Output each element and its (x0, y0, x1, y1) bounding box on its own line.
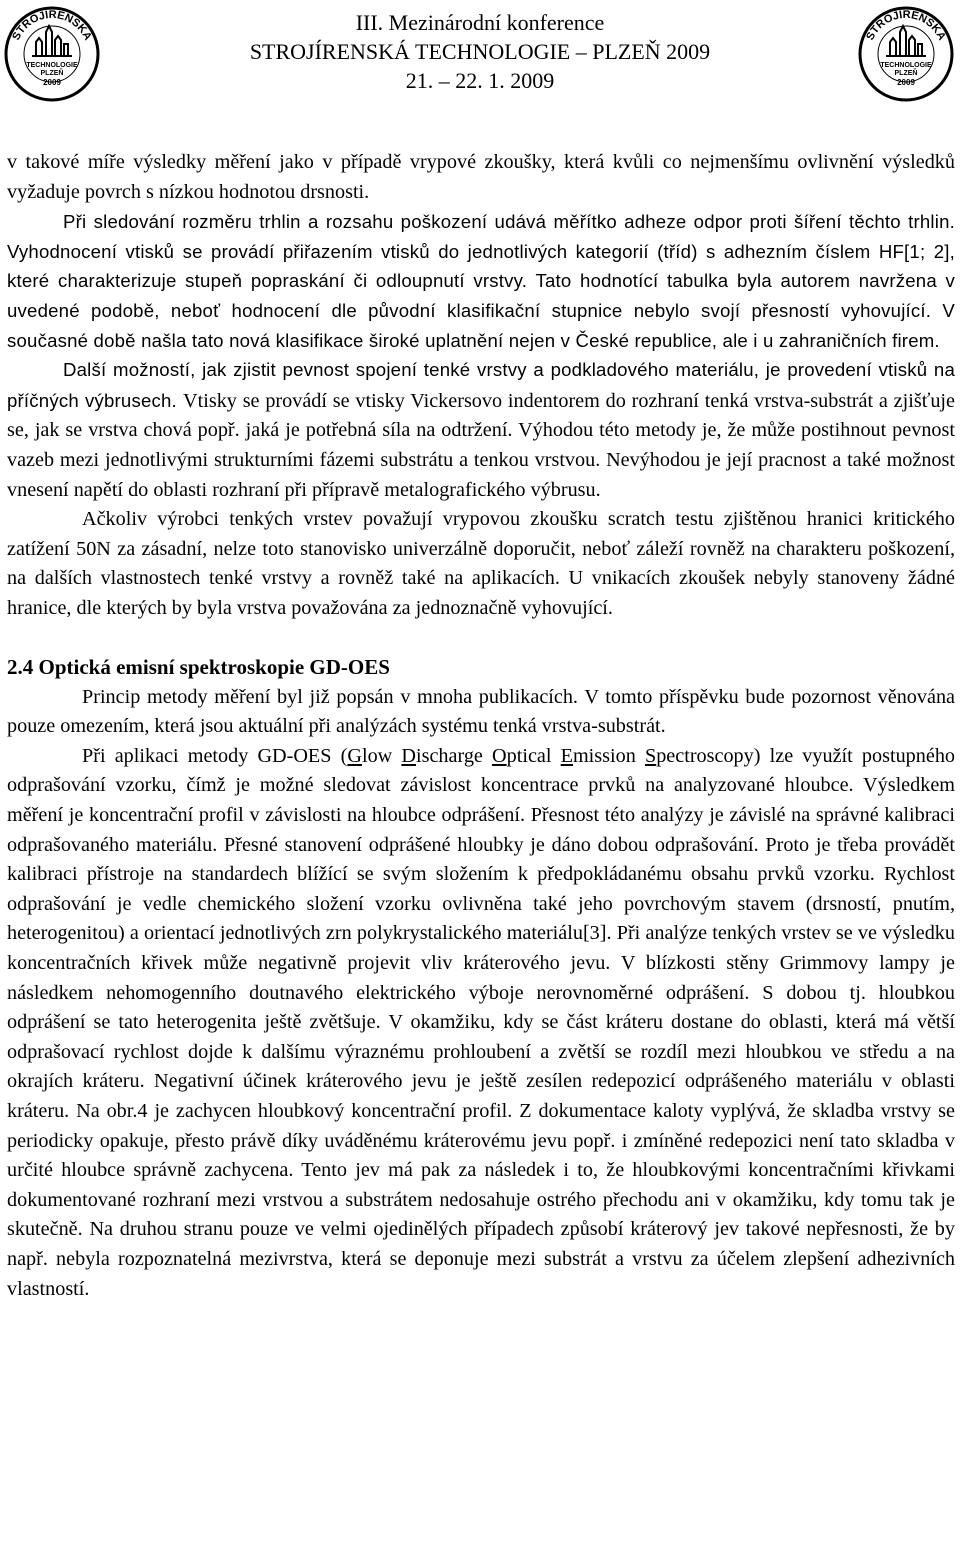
paragraph: Princip metody měření byl již popsán v mnoha publikacích. V tomto příspěvku bude pozornost věnována pouze omezením, která jsou aktuální při analýzách systému tenká vrstva-substrát. (7, 685, 955, 738)
paragraph: v takové míře výsledky měření jako v případě vrypové zkoušky, která kvůli co nejmenšímu ovlivnění výsledků vyžaduje povrch s nízkou hodnotou drsnosti. (7, 151, 955, 203)
conference-header (0, 0, 960, 108)
header-line-2: STROJÍRENSKÁ TECHNOLOGIE – PLZEŇ 2009 (249, 39, 711, 64)
conference-logo (2, 2, 102, 102)
conference-logo (856, 2, 956, 102)
logo-arc-text: STROJÍRENSKÁ (10, 8, 94, 43)
logo-arc-text: STROJÍRENSKÁ (864, 8, 948, 43)
paragraph-rest: Vyhodnocení vtisků se provádí přiřazením vtisků do jednotlivých kategorií (tříd) s adhezním číslem HF[1; 2], které charakterizuje stupeň popraskání či odloupnutí vrstvy. Tato hodnotící tabulka byla autorem navržena v uvedené podobě, neboť hodnocení dle původní klasifikační stupnice nebylo svojí přesností vyhovující. V současné době našla tato nová klasifikace široké uplatnění nejen v České republice, ale i u zahraničních firem. (7, 240, 955, 351)
acronym-letter: O (492, 744, 507, 767)
paragraph-lead: Při sledování rozměru trhlin a rozsahu poškození udává měřítko adheze odpor proti šíření těchto trhlin. (63, 211, 955, 233)
header-title (200, 8, 760, 95)
acronym-word: low (361, 744, 402, 767)
acronym-word: mission (572, 744, 645, 767)
acronym-word: ptical (506, 744, 561, 767)
logo-year: 2009 (43, 78, 61, 87)
logo-mid1: TECHNOLOGIE (880, 62, 932, 69)
acronym-letter: G (347, 744, 362, 767)
acronym-word: ischarge (416, 744, 493, 767)
document-body (7, 148, 955, 1304)
logo-year: 2009 (897, 78, 915, 87)
acronym-letter: S (644, 744, 657, 767)
header-line-3: 21. – 22. 1. 2009 (405, 68, 555, 93)
paragraph (7, 355, 955, 505)
acronym-letter: E (560, 744, 573, 767)
acronym-word: pectroscopy (656, 744, 754, 767)
paragraph: Ačkoliv výrobci tenkých vrstev považují vrypovou zkoušku scratch testu zjištěnou hranici kritického zatížení 50N za zásadní, nelze toto stanovisko univerzálně doporučit, neboť záleží rovněž na charakteru poškození, na dalších vlastnostech tenké vrstvy a rovněž také na aplikacích. U vnikacích zkoušek nebyly stanoveny žádné hranice, dle kterých by byla vrstva považována za jednoznačně vyhovující. (7, 508, 955, 619)
acronym-letter: D (401, 744, 416, 767)
paragraph-lead: Další možností, jak zjistit pevnost spojení tenké vrstvy a podkladového materiálu, je provedení vtisků na příčných výbrusech. (7, 359, 955, 411)
paragraph-rest: ) lze využít postupného odprašování vzorku, čímž je možné sledovat závislost koncentrace prvků na analyzované hloubce. Výsledkem měření je koncentrační profil v závislosti na hloubce odprášení. Přesnost této analýzy je závislé na správné kalibraci odprašovaného materiálu. Přesné stanovení odprášené hloubky je dáno dobou odprašování. Proto je třeba provádět kalibraci přístroje na standardech blížící se svým složením k předpokládanému obsahu prvků vzorku. Rychlost odprašování je vedle chemického složení vzorku ovlivněna také jeho povrchovým stavem (drsností, pnutím, heterogenitou) a orientací jednotlivých zrn polykrystalického materiálu[3]. Při analýze tenkých vrstev se ve výsledku koncentračních křivek může negativně projevit vliv kráterového jevu. V blízkosti stěny Grimmovy lampy je následkem nehomogenního doutnavého elektrického výboje nerovnoměrné odprášení. S dobou tj. hloubkou odprášení se tato heterogenita ještě zvětšuje. V okamžiku, kdy se část kráteru dostane do oblasti, která má větší odprašovací rychlost dojde k dalšímu výraznému prohloubení a zvětší se rozdíl mezi hloubkou ve středu a na okrajích kráteru. Negativní účinek kráterového jevu je ještě zesílen redepozicí odprášeného materiálu v oblasti kráteru. Na obr.4 je zachycen hloubkový koncentrační profil. Z dokumentace kaloty vyplývá, že skladba vrstvy se periodicky opakuje, přesto právě díky uváděnému kráterovému jevu popř. i zmíněné redepozici není tato skladba v určité hloubce správně zachycena. Tento jev má pak za následek i to, že hloubkovými koncentračními křivkami dokumentované rozhraní mezi vrstvou a substrátem nedosahuje ostrého přechodu ani v okamžiku, kdy tomu tak je skutečně. Na druhou stranu pouze ve velmi ojedinělých případech způsobí kráterový jev takové nepřesnosti, že by např. nebyla rozpoznatelná mezivrstva, která se deponuje mezi substrát a vrstvu za účelem zlepšení adhezivních vlastností. (7, 744, 956, 1300)
section-heading: 2.4 Optická emisní spektroskopie GD-OES (7, 655, 390, 680)
paragraph-lead: Při aplikaci metody GD-OES ( (82, 744, 348, 767)
logo-mid2: PLZEŇ (894, 70, 918, 77)
header-line-1: III. Mezinárodní konference (355, 10, 605, 35)
logo-mid2: PLZEŇ (40, 70, 64, 77)
paragraph (7, 207, 955, 355)
logo-mid1: TECHNOLOGIE (26, 62, 78, 69)
paragraph (7, 742, 955, 1304)
paragraph-rest: Vtisky se provádí se vtisky Vickersovo indentorem do rozhraní tenká vrstva-substrát a zjišťuje se, jak se vrstva chová popř. jaká je potřebná síla na odtržení. Výhodou této metody je, že může postihnout pevnost vazeb mezi jednotlivými strukturními fázemi substrátu a tenkou vrstvou. Nevýhodou je její pracnost a také možnost vnesení napětí do oblasti rozhraní při přípravě metalografického výbrusu. (7, 389, 955, 501)
